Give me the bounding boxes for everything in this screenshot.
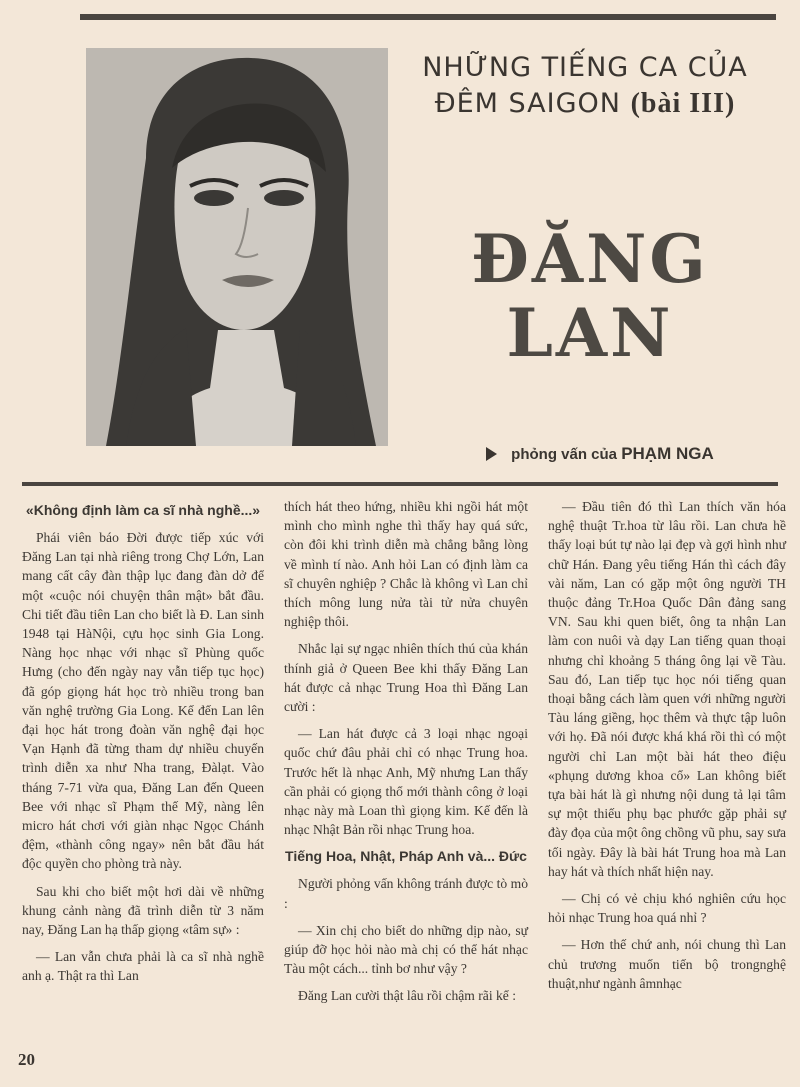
paragraph: — Lan vẫn chưa phải là ca sĩ nhà nghề anh ạ. Thật ra thì Lan — [22, 949, 264, 984]
paragraph: — Đầu tiên đó thì Lan thích văn hóa nghệ thuật Tr.hoa từ lâu rồi. Lan chưa hề thấy loại bút tự nào lại đẹp và gợi hình như chữ Hán. Đang yêu tiếng Hán thì cách đây vài năm, Lan có gặp một ông người TH thuộc đảng Tr.Hoa Quốc Dân đảng sang VN. Sau khi quen biết, ông ta nhận Lan làm con nuôi và dạy Lan tiếng quan thoại nhưng chỉ khoảng 5 tháng ông lại về Tàu. Sau đó, Lan tiếp tục học nói tiếng quan thoại bằng cách làm quen với những người Tàu láng giềng, học thêm và thực tập luôn với họ. Đã nói được khá khá rồi thì có một người chỉ Lan một bài hát theo điệu «phụng dương khoa cổ» Lan không biết tựa bài hát là gì nhưng nội dung tả lại tâm sự một thiếu phụ bạc phước gặp phải sự đày đọa của một ông chồng vũ phu, say sưa tối ngày. Đây là bài hát Trung hoa mà Lan hay hát và thích nhất hiện nay. — [548, 499, 786, 879]
portrait-photo — [86, 48, 388, 446]
text-column-3 — [548, 497, 786, 1001]
series-title — [400, 50, 770, 122]
paragraph: Người phỏng vấn không tránh được tò mò : — [284, 876, 528, 911]
byline-author: PHẠM NGA — [621, 444, 714, 463]
triangle-bullet-icon — [486, 447, 497, 461]
paragraph: Đăng Lan cười thật lâu rồi chậm rãi kể : — [298, 988, 517, 1004]
column-2-heading: Tiếng Hoa, Nhật, Pháp Anh và... Đức — [285, 848, 527, 865]
paragraph: Sau khi cho biết một hơi dài về những khung cảnh nàng đã trình diễn từ 3 năm nay, Đăng Lan hạ thấp giọng «tâm sự» : — [22, 883, 264, 938]
column-1-heading: «Không định làm ca sĩ nhà nghề...» — [25, 502, 261, 518]
text-column-2 — [284, 497, 528, 1014]
article-title-line-1: ĐĂNG — [471, 220, 709, 298]
paragraph: — Lan hát được cả 3 loại nhạc ngoại quốc chứ đâu phải chỉ có nhạc Trung hoa. Trước hết là nhạc Anh, Mỹ nhưng Lan thấy cần phải có giọng thổ mới thành công ở loại nhạc này mà Loan thì giọng kim. Kế đến là nhạc Nhật Bản rồi nhạc Trung hoa. — [284, 726, 528, 838]
byline-prefix: phỏng vấn của — [511, 446, 618, 463]
section-rule — [22, 482, 778, 486]
text-column-1 — [22, 497, 264, 994]
byline — [486, 444, 714, 464]
paragraph: — Hơn thế chứ anh, nói chung thì Lan chủ trương muốn tiến bộ trongnghệ thuật,như ngành âmnhạc — [548, 937, 786, 991]
paragraph: Phái viên báo Đời được tiếp xúc với Đăng Lan tại nhà riêng trong Chợ Lớn, Lan mang cất cây đàn thập lục đang đàn dở để một «cuộc nói chuyện thân mật» bắt đầu. Chi tiết đầu tiên Lan cho biết là Đ. Lan sinh 1948 tại HàNội, cựu học sinh Gia Long. Nàng học nhạc với nhạc sĩ Phùng quốc Hưng (cho đến ngày nay vẫn tiếp tục học) đã góp giọng hát học trò nhiều trong ban văn nghệ trường Gia Long. Kế đến Lan lên đại học hát trong đoàn văn nghệ đại học Vạn Hạnh đã từng tham dự nhiều chuyến trình diễn xa như Nha trang, Đàlạt. Vào tháng 7-71 vừa qua, Đăng Lan đến Queen Bee với nhạc sĩ Phạm thế Mỹ, nàng lên micro hát chơi với giàn nhạc Ngọc Chánh đệm, «thành công ngay» nên bắt đầu hát độc quyền cho phòng trà này. — [22, 530, 264, 872]
article-title — [410, 222, 770, 370]
series-line-1: NHỮNG TIẾNG CA CỦA — [422, 52, 748, 83]
series-part: (bài III) — [630, 88, 736, 119]
top-rule — [80, 14, 776, 20]
page-number: 20 — [18, 1050, 35, 1069]
paragraph: Nhắc lại sự ngạc nhiên thích thú của khán thính giả ở Queen Bee khi thấy Đăng Lan hát được cả nhạc Trung Hoa thì Đăng Lan cười : — [284, 641, 528, 715]
article-title-line-2: LAN — [506, 294, 674, 372]
paragraph: — Xin chị cho biết do những dịp nào, sự giúp đỡ học hỏi nào mà chị có thể hát nhạc Tàu một cách... tỉnh bơ như vậy ? — [284, 922, 528, 977]
series-line-2: ĐÊM SAIGON — [434, 88, 621, 119]
paragraph: thích hát theo hứng, nhiều khi ngồi hát một mình cho mình nghe thì thấy hay quá sức, còn đôi khi trình diễn mà chẳng bằng lòng về mình tí nào. Anh hỏi Lan có định làm ca sĩ chuyên nghiệp ? Chắc là không vì Lan chỉ thích mông lung nửa tài tử nửa chuyên nghiệp thôi. — [284, 499, 528, 630]
paragraph: — Chị có vẻ chịu khó nghiên cứu học hỏi nhạc Trung hoa quá nhỉ ? — [548, 891, 786, 926]
